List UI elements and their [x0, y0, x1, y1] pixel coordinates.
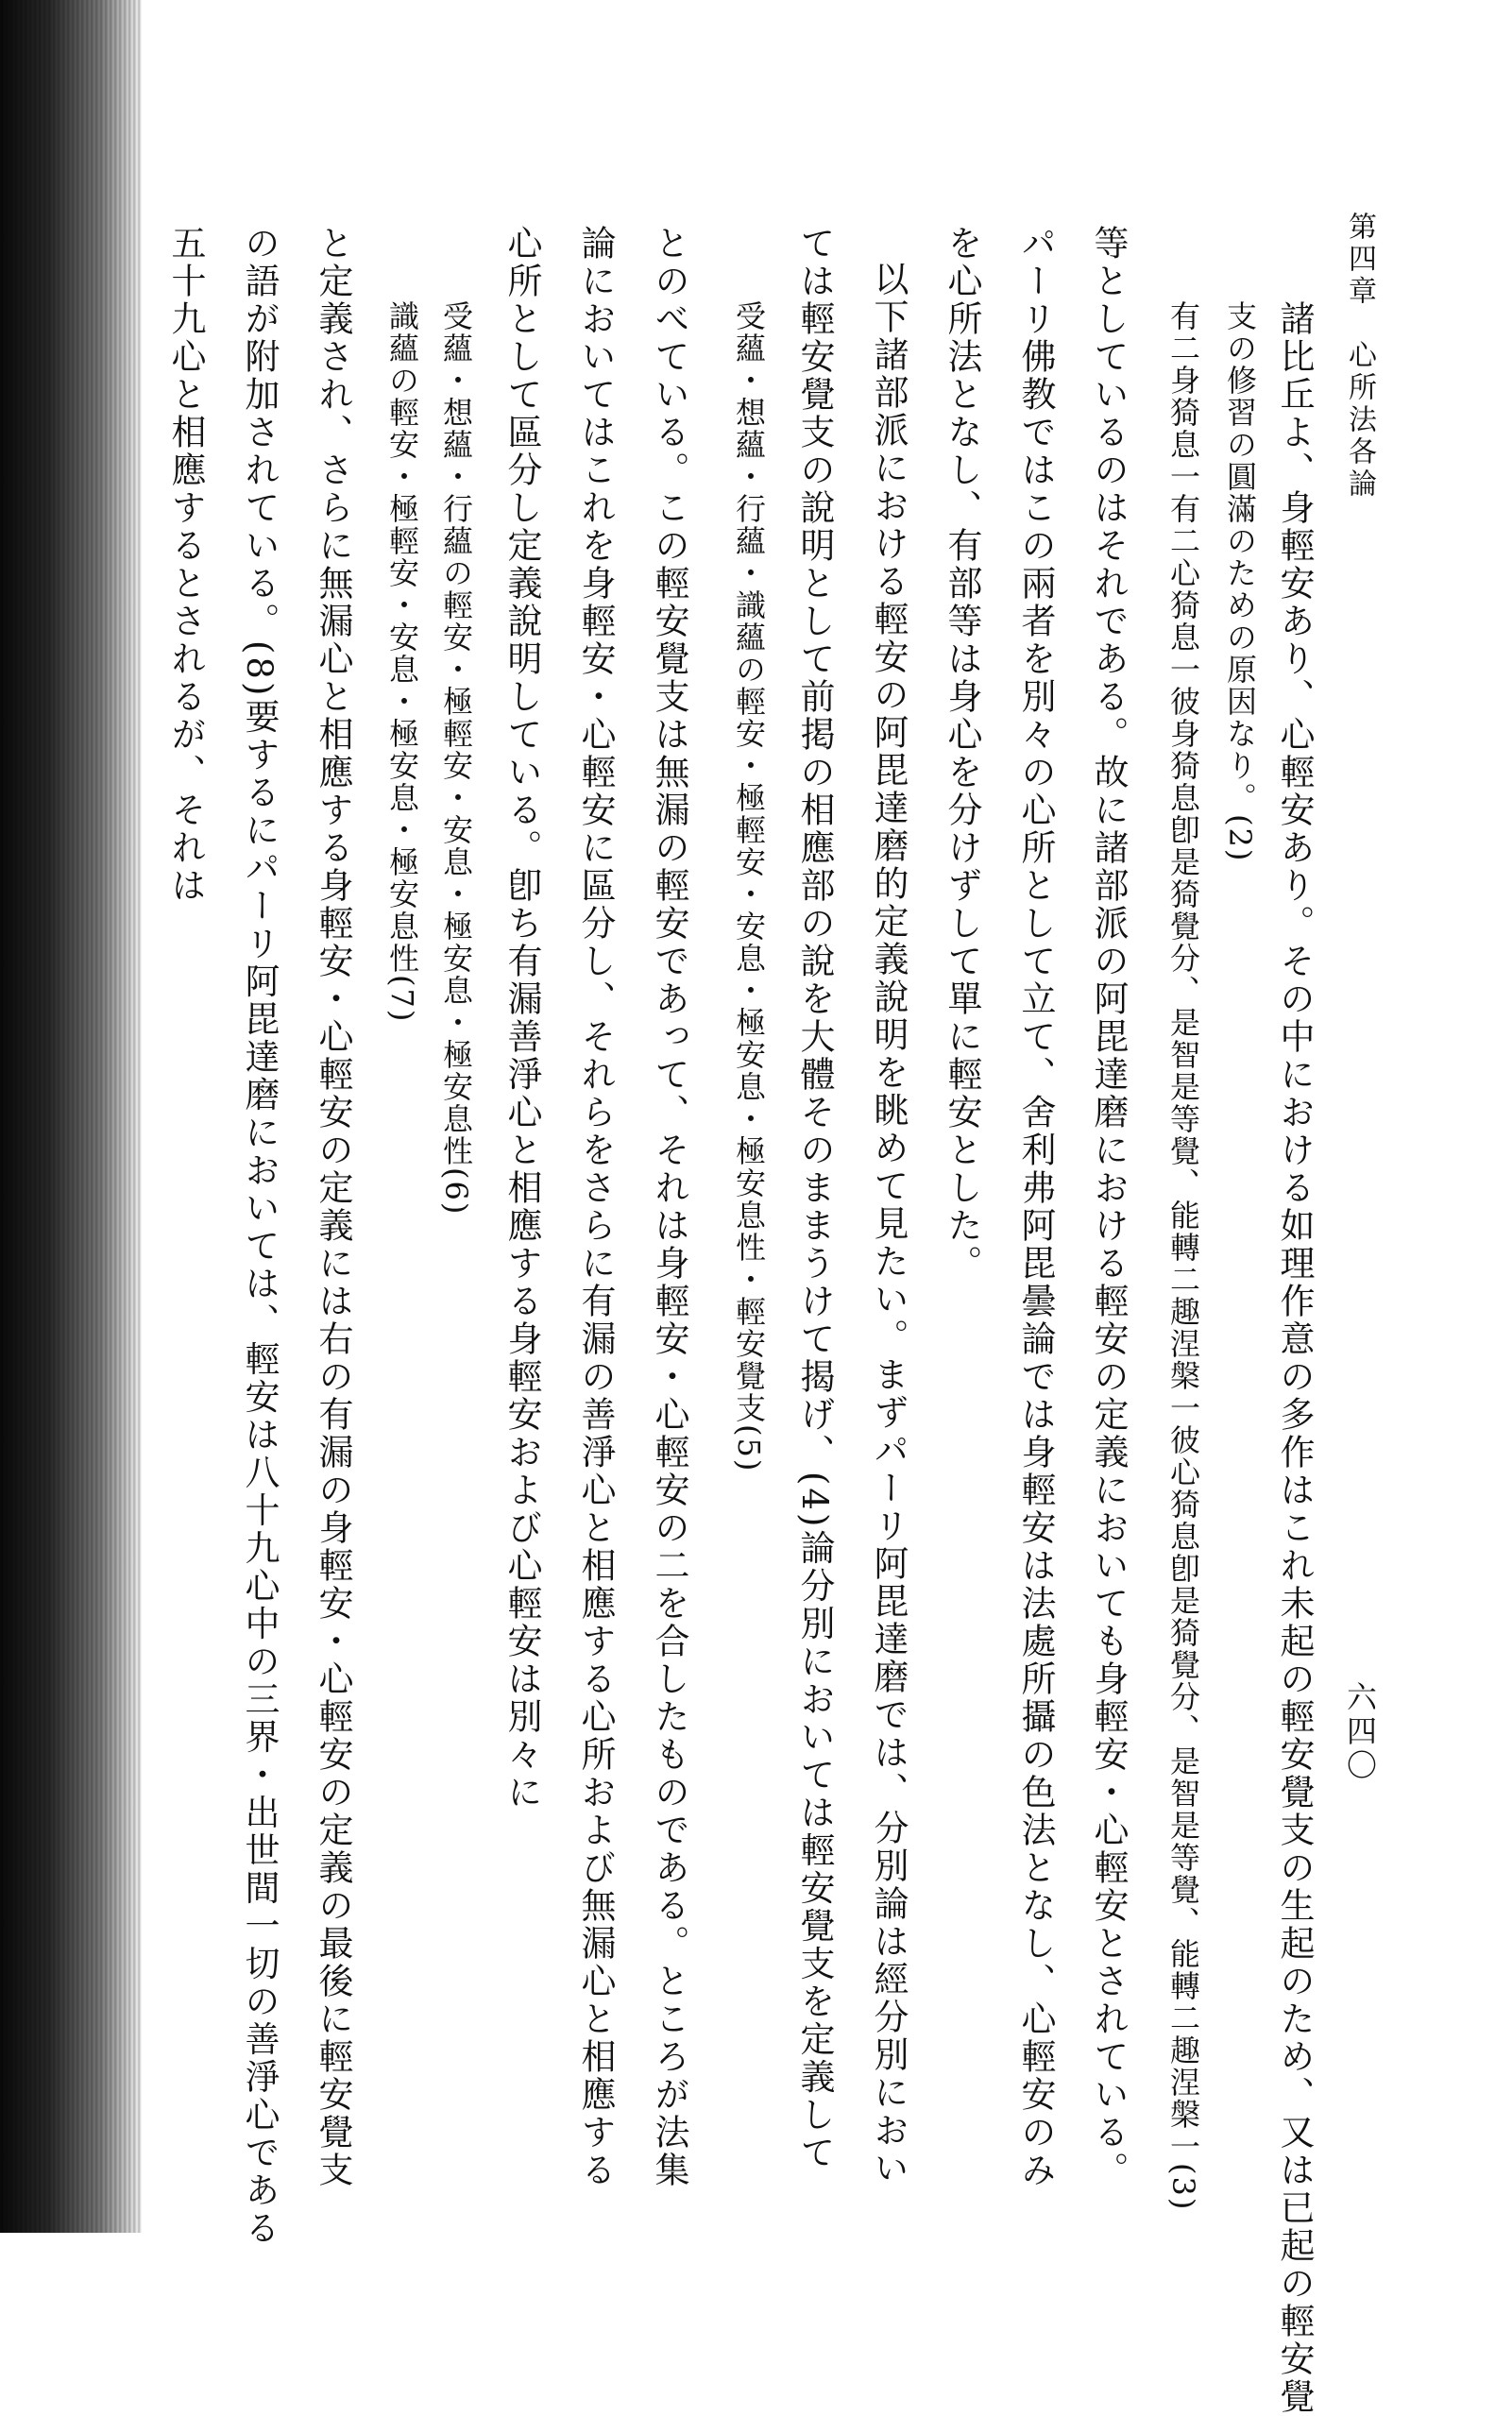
text-column: パーリ佛教ではこの兩者を別々の心所として立て、舍利弗阿毘曇論では身輕安は法處所攝の色法となし、心輕安のみ — [1015, 225, 1056, 2189]
text-column: 諸比丘よ、身輕安あり、心輕安あり。その中における如理作意の多作はこれ未起の輕安覺支の生起のため、又は已起の輕安覺 — [1274, 300, 1315, 2416]
text-column: 心所として區分し定義說明している。卽ち有漏善淨心と相應する身輕安および心輕安は別々に — [501, 225, 542, 1812]
text-column: 有二身猗息一有二心猗息一彼身猗息卽是猗覺分、是智是等覺、能轉二趣涅槃一彼心猗息卽是猗覺分、是智是等覺、能轉二趣涅槃一(3) — [1165, 300, 1201, 2212]
text-column: とのべている。この輕安覺支は無漏の輕安であって、それは身輕安・心輕安の二を合したものである。ところが法集 — [649, 225, 689, 2189]
text-column: ては輕安覺支の說明として前掲の相應部の說を大體そのままうけて揭げ、(4)論分別においては輕安覺支を定義して — [794, 225, 835, 2172]
text-column: 以下諸部派における輕安の阿毘達磨的定義說明を眺めて見たい。まずパーリ阿毘達磨では、分別論は經分別におい — [868, 261, 909, 2187]
text-column: 論においてはこれを身輕安・心輕安に區分し、それらをさらに有漏の善淨心と相應する心所および無漏心と相應する — [575, 225, 616, 2189]
scan-shadow-edge — [0, 0, 142, 2233]
text-column: 五十九心と相應するとされるが、それは — [165, 225, 206, 905]
text-column: と定義され、さらに無漏心と相應する身輕安・心輕安の定義には右の有漏の身輕安・心輕安の定義の最後に輕安覺支 — [313, 225, 353, 2189]
running-title: 第四章 心所法各論 — [1343, 212, 1376, 501]
page-number: 六四〇 — [1342, 1681, 1378, 1783]
text-column: 受蘊・想蘊・行蘊・識蘊の輕安・極輕安・安息・極安息・極安息性・輕安覺支(5) — [731, 300, 767, 1473]
text-column: 受蘊・想蘊・行蘊の輕安・極輕安・安息・極安息・極安息性(6) — [438, 300, 474, 1217]
text-column: 支の修習の圓滿のための原因なり。(2) — [1222, 300, 1258, 863]
text-column: の語が附加されている。(8)要するにパーリ阿毘達磨においては、輕安は八十九心中の三界・出世間一切の善淨心である — [239, 225, 280, 2248]
text-column: 等としているのはそれである。故に諸部派の阿毘達磨における輕安の定義においても身輕安・心輕安とされている。 — [1088, 225, 1129, 2189]
text-column: 識蘊の輕安・極輕安・安息・極安息・極安息性(7) — [384, 300, 420, 1024]
text-column: を心所法となし、有部等は身心を分けずして單に輕安とした。 — [942, 225, 982, 1283]
